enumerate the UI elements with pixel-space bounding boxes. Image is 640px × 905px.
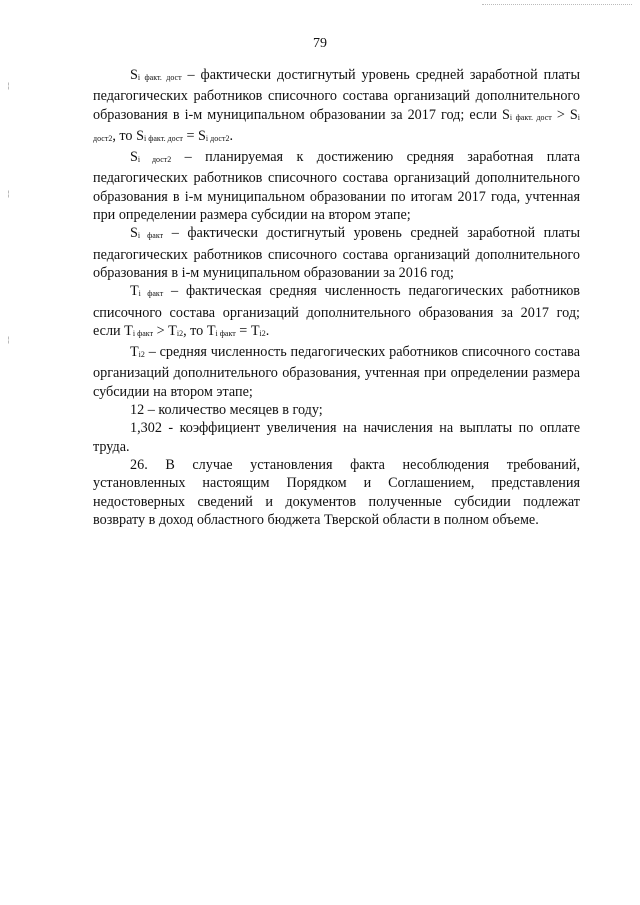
document-body: [93, 66, 580, 529]
paragraph: $T_{i факт}$ – фактическая средняя численность педагогических работников списочного состава организаций дополнительного образования за 2017 год; если $T_{i факт} > T_{i2}$, то $T_{i факт} = T_{i2}$.: [93, 283, 580, 339]
margin-mark: ¦: [7, 189, 10, 198]
paragraph: $T_{i2}$ – средняя численность педагогических работников списочного состава организаций дополнительного образования, учтенная при определении размера субсидии на втором этапе;: [93, 344, 580, 400]
paragraph: 26. В случае установления факта несоблюдения требований, установленных настоящим Порядком и Соглашением, представления недостоверных сведений и документов полученные субсидии подлежат возврату в доход областного бюджета Тверской области в полном объеме.: [93, 456, 580, 528]
scan-artifact-top: [482, 4, 632, 9]
margin-mark: ¦: [7, 335, 10, 344]
paragraph: 12 – количество месяцев в году;: [130, 402, 323, 419]
margin-mark: ¦: [7, 81, 10, 90]
paragraph: $S_{i факт. дост}$ – фактически достигнутый уровень средней заработной платы педагогических работников списочного состава организаций дополнительного образования в i-м муниципальном образовании за 2017 год; если $S_{i факт. дост} > S_{i дост2}$, то $S_{i факт. дост} = S_{i дост2}$.: [93, 67, 580, 144]
paragraph: $S_{i факт}$ – фактически достигнутый уровень средней заработной платы педагогических работников списочного состава организаций дополнительного образования в i-м муниципальном образовании за 2016 год;: [93, 225, 580, 281]
paragraph: 1,302 - коэффициент увеличения на начисления на выплаты по оплате труда.: [93, 420, 580, 455]
paragraph: $S_{i дост2}$ – планируемая к достижению средняя заработная плата педагогических работников списочного состава организаций дополнительного образования в i-м муниципальном образовании по итогам 2017 года, учтенная при определении размера субсидии на втором этапе;: [93, 149, 580, 224]
page-number: 79: [313, 36, 327, 51]
